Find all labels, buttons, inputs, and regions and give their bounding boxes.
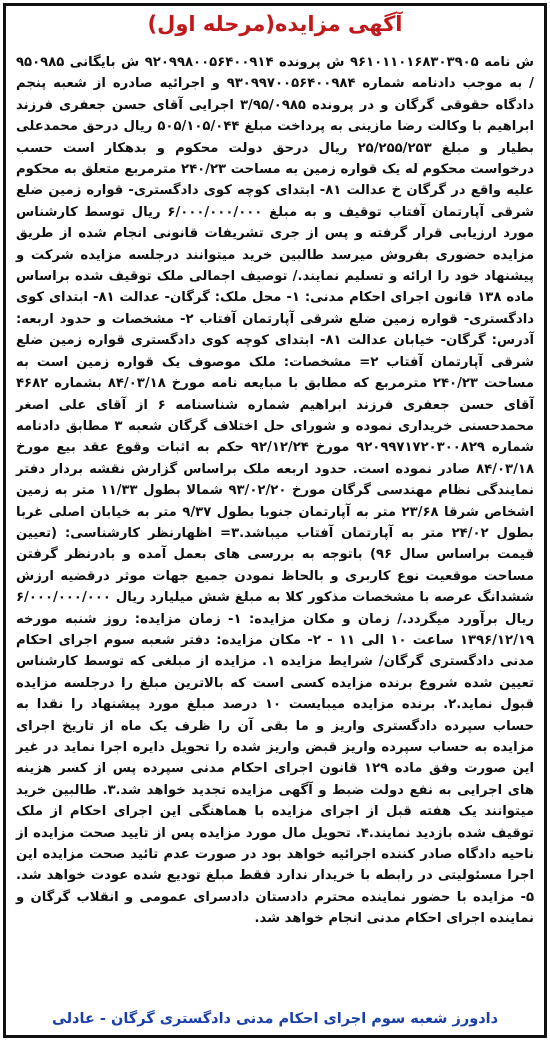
notice-signature: دادورز شعبه سوم اجرای احکام مدنی دادگستری گرگان - عادلی xyxy=(51,1011,499,1027)
notice-body xyxy=(16,52,534,930)
notice-body-paragraph: ش نامه ۹۶۱۰۱۱۰۱۶۸۳۰۳۹۰۵ ش پرونده ۹۲۰۹۹۸۰۰۵۶۴۰۰۹۱۴ ش بایگانی ۹۵۰۹۸۵ / به موجب دادنامه شماره ۹۳۰۹۹۷۰۰۵۶۴۰۰۹۸۴ و اجرائیه صادره از شعبه پنجم دادگاه حقوقی گرگان و در پرونده ۳/۹۵/۰۹۸۵ اجرایی آقای حسن جعفری فرزند ابراهیم با وکالت رضا مازینی به پرداخت مبلغ ۵۰۵/۱۰۵/۰۴۴ ریال درحق محمدعلی بطیار و مبلغ ۲۵/۲۵۵/۲۵۳ ریال درحق دولت محکوم و بدهکار است حسب درخواست محکوم له یک قواره زمین به مساحت ۲۴۰/۲۳ مترمربع متعلق به محکوم علیه واقع در گرگان خ عدالت ۸۱- ابتدای کوچه کوی دادگستری- قواره زمین ضلع شرقی آپارتمان آفتاب توقیف و به مبلغ ۶/۰۰۰/۰۰۰/۰۰۰ ریال توسط کارشناس مورد ارزیابی قرار گرفته و پس از جری تشریفات قانونی انجام شده از طریق مزایده حضوری بفروش میرسد طالبین خرید میتوانند درجلسه مزایده شرکت و پیشنهاد خود را ارائه و تسلیم نمایند./ توصیف اجمالی ملک توقیف شده براساس ماده ۱۳۸ قانون اجرای احکام مدنی: ۱- محل ملک: گرگان- عدالت ۸۱- ابتدای کوی دادگستری- قواره زمین ضلع شرقی آپارتمان آفتاب ۲- مشخصات و حدود اربعه: آدرس: گرگان- خیابان عدالت ۸۱- ابتدای کوچه کوی دادگستری قواره زمین ضلع شرقی آپارتمان آفتاب ۲= مشخصات: ملک موصوف یک قواره زمین است به مساحت ۲۴۰/۲۳ مترمربع که مطابق با مبایعه نامه مورخ ۸۴/۰۳/۱۸ بشماره ۴۶۸۲ آقای حسن جعفری فرزند ابراهیم شماره شناسنامه ۶ از آقای علی اصغر محمدحسنی خریداری نموده و شورای حل اختلاف گرگان شعبه ۳ مطابق دادنامه شماره ۹۲۰۹۹۷۱۷۲۰۳۰۰۸۲۹ مورخ ۹۲/۱۲/۲۴ حکم به اثبات وقوع عقد بیع مورخ ۸۴/۰۳/۱۸ صادر نموده است. حدود اربعه ملک براساس گزارش نقشه بردار دفتر نمایندگی نظام مهندسی گرگان مورخ ۹۳/۰۲/۲۰ شمالا بطول ۱۱/۳۳ متر به زمین اشخاص شرقا ۲۳/۶۸ متر به آپارتمان جنوبا بطول ۹/۳۷ متر به خیابان اصلی غربا بطول ۲۴/۰۲ متر به آپارتمان آفتاب میباشد.۳= اظهارنظر کارشناسی: (تعیین قیمت براساس سال ۹۶) باتوجه به بررسی های بعمل آمده و بادرنظر گرفتن مساحت موقعیت نوع کاربری و بالحاظ نمودن جمیع جهات موثر درقضیه ارزش ششدانگ عرصه با مشخصات مذکور کلا به مبلغ شش میلیارد ریال ۶/۰۰۰/۰۰۰/۰۰۰ ریال برآورد میگردد./ زمان و مکان مزایده: ۱- زمان مزایده: روز شنبه مورخه ۱۳۹۶/۱۲/۱۹ ساعت ۱۰ الی ۱۱ - ۲- مکان مزایده: دفتر شعبه سوم اجرای احکام مدنی دادگستری گرگان/ شرایط مزایده ۱. مزایده از مبلغی که توسط کارشناس تعیین شده شروع برنده مزایده کسی است که بالاترین مبلغ را درجلسه مزایده قبول نماید.۲. برنده مزایده میبایست ۱۰ درصد مبلغ مورد پیشنهاد را نقدا به حساب سپرده دادگستری واریز و ما بقی آن را ظرف یک ماه از تاریخ اجرای مزایده به حساب سپرده واریز قبض واریز شده را تحویل دایره اجرا نماید در غیر این صورت وفق ماده ۱۲۹ قانون اجرای احکام مدنی سپرده پس از کسر هزینه های اجرایی به نفع دولت ضبط و آگهی مزایده تجدید خواهد شد.۳. طالبین خرید میتوانند یک هفته قبل از اجرای مزایده با هماهنگی این اجرای احکام از ملک توقیف شده بازدید نمایند.۴. تحویل مال مورد مزایده پس از تایید صحت مزایده از ناحیه دادگاه صادر کننده اجرائیه خواهد بود در صورت عدم تائید صحت مزایده این اجرا مسئولیتی در رابطه با خریدار ندارد فقط مبلغ تودیع شده عودت خواهد شد. ۵- مزایده با حضور نماینده محترم دادستان دادسرای عمومی و انقلاب گرگان و نماینده اجرای احکام مدنی انجام خواهد شد. xyxy=(16,55,535,927)
notice-title: آگهی مزایده(مرحله اول) xyxy=(147,12,403,36)
